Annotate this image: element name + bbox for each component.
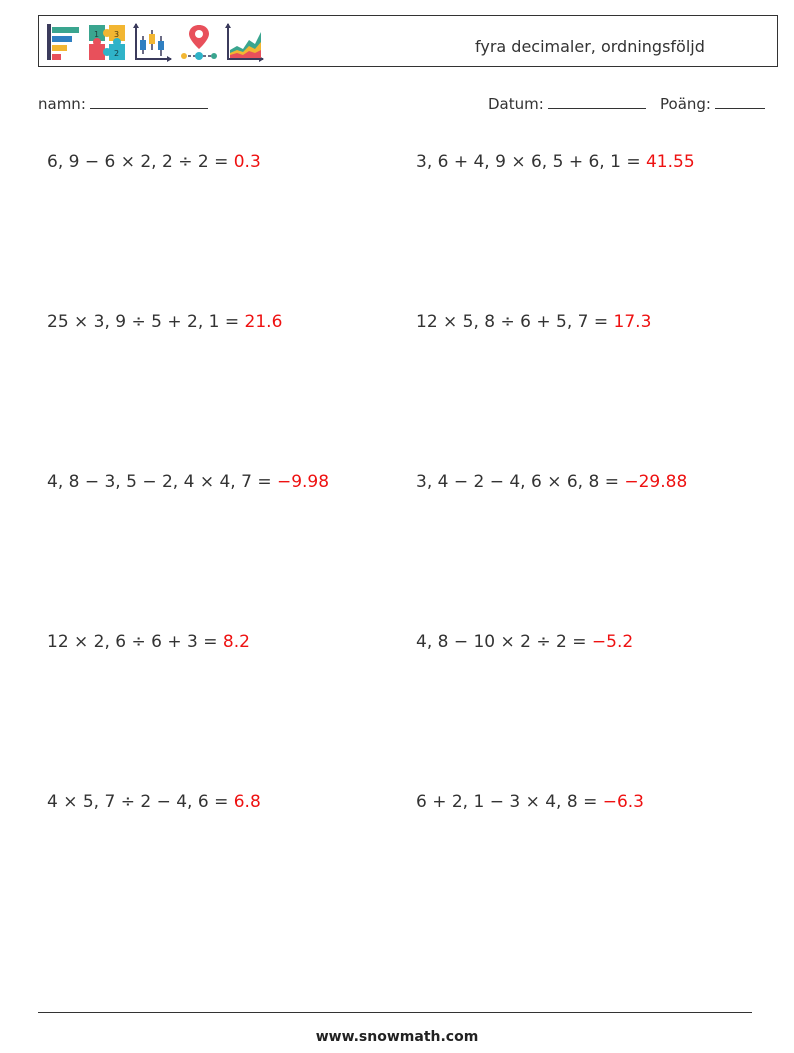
- worksheet-title: fyra decimaler, ordningsföljd: [475, 37, 705, 56]
- puzzle-icon: [87, 22, 127, 62]
- map-pin-route-icon: [179, 22, 219, 62]
- bar-chart-icon: [45, 22, 81, 62]
- problem-6: [416, 472, 687, 492]
- problem-answer: 41.55: [645, 152, 695, 172]
- svg-text:2: 2: [114, 49, 120, 58]
- problem-9: [47, 792, 261, 812]
- problem-7: [47, 632, 250, 652]
- svg-text:3: 3: [114, 30, 120, 39]
- footer-divider: [38, 1012, 752, 1013]
- score-field: [660, 94, 765, 113]
- problem-expression: 4, 8 − 10 × 2 ÷ 2 =: [416, 632, 592, 652]
- problem-expression: 3, 4 − 2 − 4, 6 × 6, 8 =: [416, 472, 625, 492]
- problem-answer: −6.3: [602, 792, 644, 812]
- score-label: Poäng:: [660, 95, 711, 113]
- problem-3: [47, 312, 282, 332]
- problem-answer: 17.3: [613, 312, 652, 332]
- logo-icons: [45, 20, 265, 64]
- area-chart-icon: [225, 22, 265, 62]
- problem-expression: 4, 8 − 3, 5 − 2, 4 × 4, 7 =: [47, 472, 277, 492]
- candlestick-chart-icon: [133, 22, 173, 62]
- name-field: [38, 94, 208, 113]
- problem-answer: −5.2: [591, 632, 634, 652]
- date-blank[interactable]: [548, 94, 646, 109]
- problem-answer: 21.6: [244, 312, 283, 332]
- problem-expression: 6, 9 − 6 × 2, 2 ÷ 2 =: [47, 152, 234, 172]
- problem-5: [47, 472, 329, 492]
- svg-text:1: 1: [94, 30, 100, 39]
- problem-answer: −9.98: [276, 472, 330, 492]
- problem-1: [47, 152, 261, 172]
- worksheet-header: [38, 15, 778, 67]
- problem-expression: 6 + 2, 1 − 3 × 4, 8 =: [416, 792, 603, 812]
- problem-4: [416, 312, 651, 332]
- problem-8: [416, 632, 633, 652]
- problem-10: [416, 792, 644, 812]
- problem-2: [416, 152, 695, 172]
- name-label: namn:: [38, 95, 86, 113]
- problem-answer: 8.2: [222, 632, 250, 652]
- problem-expression: 12 × 2, 6 ÷ 6 + 3 =: [47, 632, 223, 652]
- problem-expression: 4 × 5, 7 ÷ 2 − 4, 6 =: [47, 792, 234, 812]
- problem-expression: 25 × 3, 9 ÷ 5 + 2, 1 =: [47, 312, 245, 332]
- problem-expression: 3, 6 + 4, 9 × 6, 5 + 6, 1 =: [416, 152, 646, 172]
- problem-expression: 12 × 5, 8 ÷ 6 + 5, 7 =: [416, 312, 614, 332]
- name-blank[interactable]: [90, 94, 208, 109]
- problem-answer: 0.3: [233, 152, 261, 172]
- date-field: [488, 94, 646, 113]
- problem-answer: −29.88: [624, 472, 688, 492]
- date-label: Datum:: [488, 95, 544, 113]
- footer-website[interactable]: www.snowmath.com: [315, 1029, 479, 1045]
- problem-answer: 6.8: [233, 792, 261, 812]
- score-blank[interactable]: [715, 94, 765, 109]
